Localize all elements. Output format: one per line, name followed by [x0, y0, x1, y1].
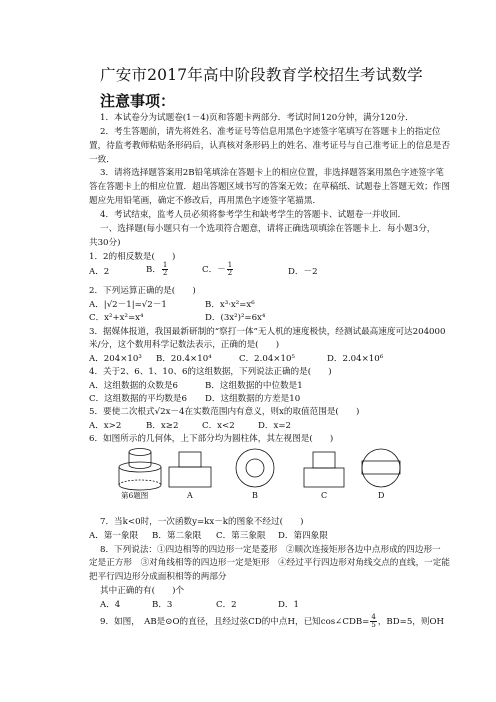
- q6-figure-caption: 第6题图: [121, 491, 149, 500]
- q4-option-c: C．这组数据的平均数是6: [89, 394, 187, 404]
- q3-option-d: D．2.04×10⁶: [327, 354, 384, 364]
- q3-stem-cont: 米/分，这个数用科学记数法表示，正确的是( ): [89, 340, 280, 350]
- q3-option-c: C．2.04×10⁵: [239, 354, 295, 364]
- notice-line: 一致．: [89, 155, 115, 165]
- q6-label-d: D: [378, 491, 385, 500]
- q8-stem: 8．下列说法：①四边相等的四边形一定是菱形 ②顺次连接矩形各边中点形成的四边形一: [100, 545, 441, 555]
- option-d-shape: [362, 449, 400, 487]
- q8-stem-cont: 定是正方形 ③对角线相等的四边形一定是矩形 ④经过平行四边形对角线交点的直线，一定能: [89, 558, 450, 568]
- q6-label-b: B: [252, 491, 258, 500]
- q8-option-a: A．4: [100, 600, 121, 610]
- q2-option-b: B．x³·x²=x⁶: [205, 300, 255, 310]
- q6-stem: 6．如图所示的几何体，上下部分均为圆柱体，其左视图是( ): [89, 434, 334, 444]
- q1-option-d: D．－2: [288, 267, 318, 277]
- q3-option-a: A．204×10³: [89, 354, 142, 364]
- q8-option-b: B．3: [152, 600, 173, 610]
- q4-option-b: B．这组数据的中位数是1: [205, 381, 303, 391]
- q5-stem: 5．要使二次根式√2x－4在实数范围内有意义，则x的取值范围是( ): [89, 407, 360, 417]
- notice-line: 2．考生答题前，请先将姓名、准考证号等信息用黑色字迹签字笔填写在答题卡上的指定位: [100, 127, 441, 137]
- q5-option-c: C．x<2: [202, 421, 235, 431]
- notice-line: 答在答题卡上的相应位置．超出答题区域书写的答案无效；在草稿纸、试题卷上答题无效；作图: [89, 182, 450, 192]
- q5-option-b: B．x≥2: [146, 421, 179, 431]
- q8-stem-cont: 其中正确的有( )个: [100, 586, 185, 596]
- q2-option-d: D．(3x²)²=6x⁴: [205, 313, 266, 323]
- page-title: 广安市2017年高中阶段教育学校招生考试数学: [100, 66, 423, 84]
- section-heading: 一、选择题(每小题只有一个选项符合题意，请将正确选项填涂在答题卡上．每小题3分，: [100, 224, 436, 234]
- q8-option-c: C．2: [216, 600, 237, 610]
- q2-option-c: C．x²+x²=x⁴: [89, 313, 144, 323]
- notice-line: 置，待监考教师粘贴条形码后，认真核对条形码上的姓名、准考证号与自己准考证上的信息是否: [89, 141, 450, 151]
- q5-option-d: D．x=2: [258, 421, 291, 431]
- q1-option-c: C．－ $\frac{1}{2}$: [202, 261, 233, 277]
- q5-option-a: A．x>2: [89, 421, 122, 431]
- q6-label-c: C: [321, 491, 328, 500]
- q4-stem: 4．关于2、6、1、10、6的这组数据，下列说法正确的是( ): [89, 367, 332, 377]
- q7-option-c: C．第三象限: [216, 531, 266, 541]
- q1-option-a: A．2: [89, 267, 110, 277]
- q9-stem: 9．如图， AB是⊙O的直径，且经过弦CD的中点H，已知cos∠CDB= $\frac{4}{5}$ ，BD=5，则OH: [100, 613, 445, 629]
- q2-stem: 2．下列运算正确的是( ): [89, 286, 196, 296]
- option-c-shape: [304, 452, 344, 487]
- option-b-shape: [236, 449, 274, 487]
- q7-option-d: D．第四象限: [278, 531, 328, 541]
- q7-option-b: B．第二象限: [152, 531, 202, 541]
- notice-line: 4．考试结束，监考人员必须将参考学生和缺考学生的答题卡、试题卷一并收回．: [100, 210, 407, 220]
- q8-option-d: D．1: [278, 600, 299, 610]
- q3-stem: 3．据媒体报道，我国最新研制的“察打一体”无人机的速度极快，经测试最高速度可达204000: [89, 327, 446, 337]
- q1-stem: 1．2的相反数是( ): [89, 252, 176, 262]
- q8-stem-cont: 把平行四边形分成面积相等的两部分: [89, 572, 227, 582]
- q2-option-a: A．|√2－1|=√2－1: [89, 300, 167, 310]
- cylinder-figure: [119, 449, 161, 491]
- notice-heading: 注意事项：: [100, 92, 176, 110]
- q6-label-a: A: [187, 491, 193, 500]
- section-heading-cont: 共30分): [89, 238, 121, 248]
- q1-option-b: B． $\frac{1}{2}$: [146, 261, 168, 277]
- q3-option-b: B．20.4×10⁴: [156, 354, 212, 364]
- option-a-shape: [169, 452, 211, 487]
- q7-option-a: A．第一象限: [89, 531, 139, 541]
- q4-option-a: A．这组数据的众数是6: [89, 381, 179, 391]
- notice-line: 题应先用铅笔画，确定不修改后，再用黑色字迹签字笔描黑．: [89, 196, 322, 206]
- q7-stem: 7．当k<0时，一次函数y=kx－k的图象不经过( ): [100, 517, 304, 527]
- q4-option-d: D．这组数据的方差是10: [205, 394, 301, 404]
- notice-line: 3．请将选择题答案用2B铅笔填涂在答题卡上的相应位置，非选择题答案用黑色字迹签字笔: [100, 168, 444, 178]
- notice-line: 1．本试卷分为试题卷(1－4)页和答题卡两部分．考试时间120分钟，满分120分．: [100, 113, 414, 123]
